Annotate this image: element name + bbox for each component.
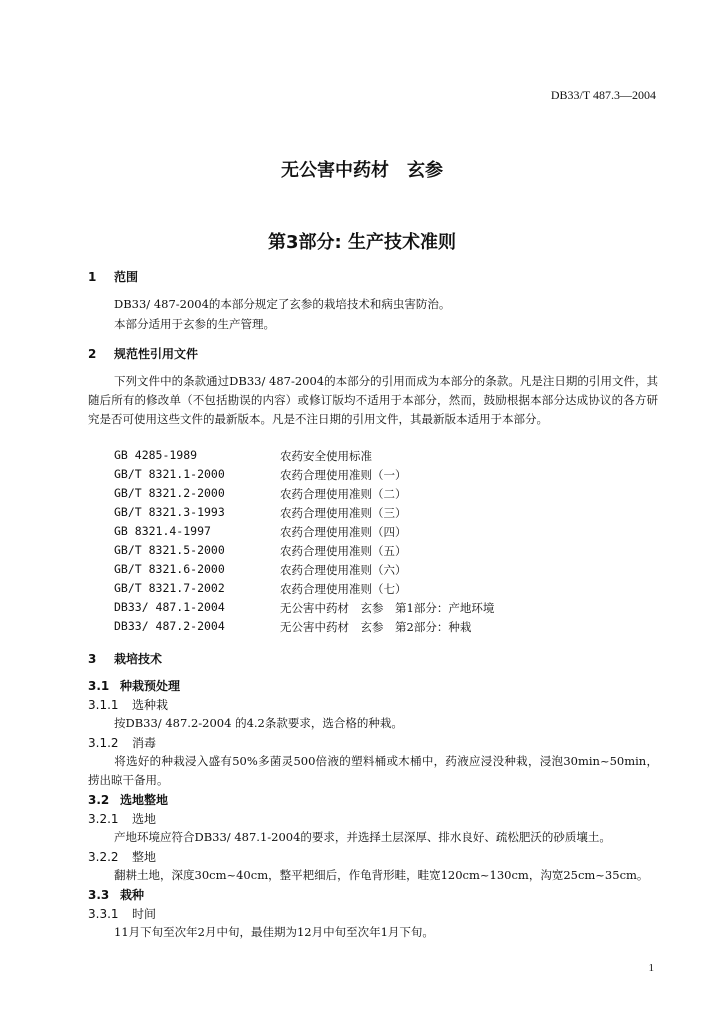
subsection-title: 整地	[132, 850, 157, 864]
section-heading-1	[88, 268, 138, 285]
paragraph-text: 下列文件中的条款通过DB33/ 487-2004的本部分的引用而成为本部分的条款。凡是注日期的引用文件，其随后所有的修改单（不包括勘误的内容）或修订版均不适用于本部分，然而，鼓励根据本部分达成协议的各方研究是否可使用这些文件的最新版本。凡是不注日期的引用文件，其最新版本适用于本部分。	[88, 374, 658, 426]
paragraph-normative-intro	[88, 372, 658, 429]
paragraph: 本部分适用于玄参的生产管理。	[114, 317, 275, 331]
standard-code: DB33/T 487.3—2004	[550, 88, 656, 102]
reference-code: GB 4285-1989	[114, 448, 198, 462]
section-heading-2	[88, 345, 198, 362]
reference-code: GB 8321.4-1997	[114, 524, 211, 538]
section-title: 栽培技术	[114, 652, 163, 666]
subsection-number: 3.1.2	[88, 736, 119, 750]
paragraph: 11月下旬至次年2月中旬，最佳期为12月中旬至次年1月下旬。	[114, 925, 434, 939]
reference-title: 农药合理使用准则（三）	[280, 506, 407, 520]
reference-code: GB/T 8321.6-2000	[114, 562, 225, 576]
subsection-number: 3.2	[88, 793, 110, 807]
document-title: 无公害中药材 玄参	[281, 160, 443, 181]
subsection-heading-3-2-1	[88, 810, 156, 827]
subsection-number: 3.2.1	[88, 812, 119, 826]
subsection-heading-3-3-1	[88, 905, 156, 922]
part-title: 第3部分: 生产技术准则	[268, 232, 456, 253]
subsection-title: 种栽预处理	[120, 679, 181, 693]
subsection-number: 3.2.2	[88, 850, 119, 864]
reference-code: GB/T 8321.2-2000	[114, 486, 225, 500]
subsection-heading-3-1	[88, 677, 180, 694]
reference-title: 农药合理使用准则（六）	[280, 563, 407, 577]
reference-title: 农药合理使用准则（五）	[280, 544, 407, 558]
section-title: 规范性引用文件	[114, 347, 199, 361]
reference-code: GB/T 8321.1-2000	[114, 467, 225, 481]
paragraph: 产地环境应符合DB33/ 487.1-2004的要求，并选择土层深厚、排水良好、疏松肥沃的砂质壤土。	[114, 830, 611, 844]
subsection-number: 3.3	[88, 888, 110, 902]
reference-code: GB/T 8321.7-2002	[114, 581, 225, 595]
subsection-heading-3-3	[88, 886, 144, 903]
reference-code: GB/T 8321.3-1993	[114, 505, 225, 519]
paragraph: 翻耕土地，深度30cm~40cm，整平耙细后，作龟背形畦，畦宽120cm~130cm，沟宽25cm~35cm。	[114, 868, 649, 882]
subsection-title: 时间	[132, 907, 157, 921]
paragraph: 按DB33/ 487.2-2004 的4.2条款要求，选合格的种栽。	[114, 716, 403, 730]
reference-title: 农药合理使用准则（一）	[280, 468, 407, 482]
paragraph: DB33/ 487-2004的本部分规定了玄参的栽培技术和病虫害防治。	[114, 297, 451, 311]
subsection-title: 选地	[132, 812, 157, 826]
subsection-title: 消毒	[132, 736, 157, 750]
subsection-number: 3.1.1	[88, 698, 119, 712]
section-heading-3	[88, 650, 162, 667]
paragraph-disinfection	[88, 752, 658, 790]
section-number: 2	[88, 347, 97, 361]
reference-title: 农药合理使用准则（四）	[280, 525, 407, 539]
section-number: 3	[88, 652, 97, 666]
reference-title: 农药合理使用准则（七）	[280, 582, 407, 596]
subsection-number: 3.1	[88, 679, 110, 693]
reference-code: DB33/ 487.1-2004	[114, 600, 225, 614]
subsection-heading-3-2	[88, 791, 168, 808]
subsection-heading-3-1-1	[88, 696, 168, 713]
reference-code: GB/T 8321.5-2000	[114, 543, 225, 557]
reference-title: 农药合理使用准则（二）	[280, 487, 407, 501]
subsection-title: 栽种	[120, 888, 145, 902]
subsection-heading-3-1-2	[88, 734, 156, 751]
subsection-number: 3.3.1	[88, 907, 119, 921]
paragraph-text: 将选好的种栽浸入盛有50%多菌灵500倍液的塑料桶或木桶中，药液应浸没种栽，浸泡30min~50min，捞出晾干备用。	[88, 754, 658, 787]
reference-title: 无公害中药材 玄参 第1部分：产地环境	[280, 601, 495, 615]
reference-code: DB33/ 487.2-2004	[114, 619, 225, 633]
page-number: 1	[648, 962, 654, 974]
subsection-title: 选地整地	[120, 793, 169, 807]
section-number: 1	[88, 270, 97, 284]
reference-title: 无公害中药材 玄参 第2部分：种栽	[280, 620, 472, 634]
reference-title: 农药安全使用标准	[280, 449, 372, 463]
subsection-title: 选种栽	[132, 698, 169, 712]
section-title: 范围	[114, 270, 139, 284]
subsection-heading-3-2-2	[88, 848, 156, 865]
